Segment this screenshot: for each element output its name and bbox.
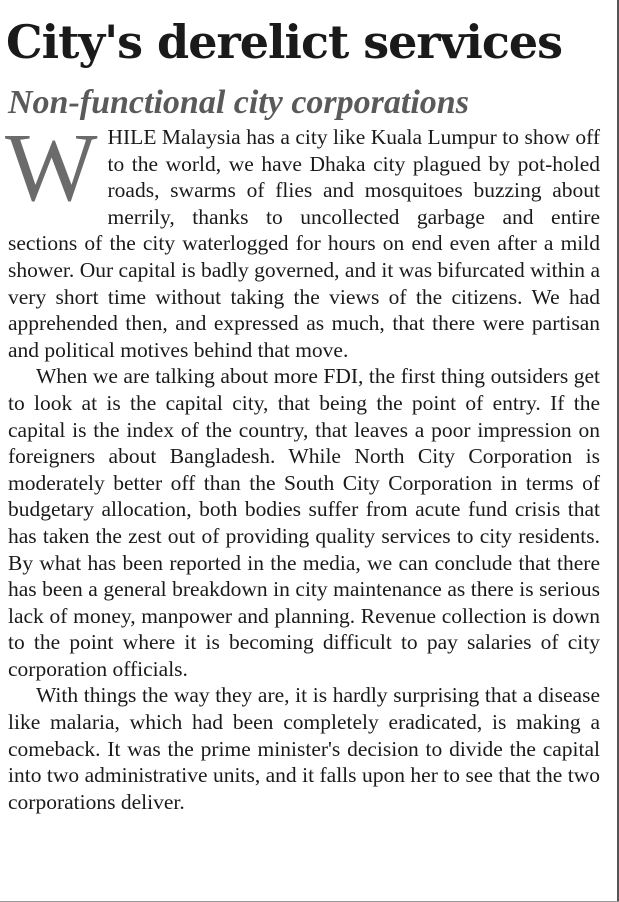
paragraph-3: With things the way they are, it is hardly surprising that a disease like malaria, which had been completely eradicated, is making a comeback. It was the prime minister's decision to divide the capital into two administrative units, and it falls upon her to see that the two corporations deliver.	[8, 683, 600, 814]
drop-cap: W	[5, 114, 98, 222]
paragraph-2: When we are talking about more FDI, the first thing outsiders get to look at is the capital city, that being the point of entry. If the capital is the index of the country, that leaves a poor impression on foreigners about Bangladesh. While North City Corporation is moderately better off than the South City Corporation in terms of budgetary allocation, both bodies suffer from acute fund crisis that has taken the zest out of providing quality services to city residents. By what has been reported in the media, we can conclude that there has been a general breakdown in city maintenance as there is serious lack of money, manpower and planning. Revenue collection is down to the point where it is becoming difficult to pay salaries of city corporation officials.	[8, 364, 600, 681]
paragraph-1	[5, 114, 600, 363]
headline: City's derelict services	[6, 15, 562, 69]
paragraph-1-text: HILE Malaysia has a city like Kuala Lumpur to show off to the world, we have Dhaka city plagued by pot-holed roads, swarms of flies and mosquitoes buzzing about merrily, thanks to uncollected garbage and entire sections of the city waterlogged for hours on end even after a mild shower. Our capital is badly governed, and it was bifurcated within a very short time without taking the views of the citizens. We had apprehended then, and expressed as much, that there were partisan and political motives behind that move.	[8, 125, 600, 362]
article-body	[5, 114, 600, 815]
subheadline: Non-functional city corporations	[8, 84, 469, 121]
